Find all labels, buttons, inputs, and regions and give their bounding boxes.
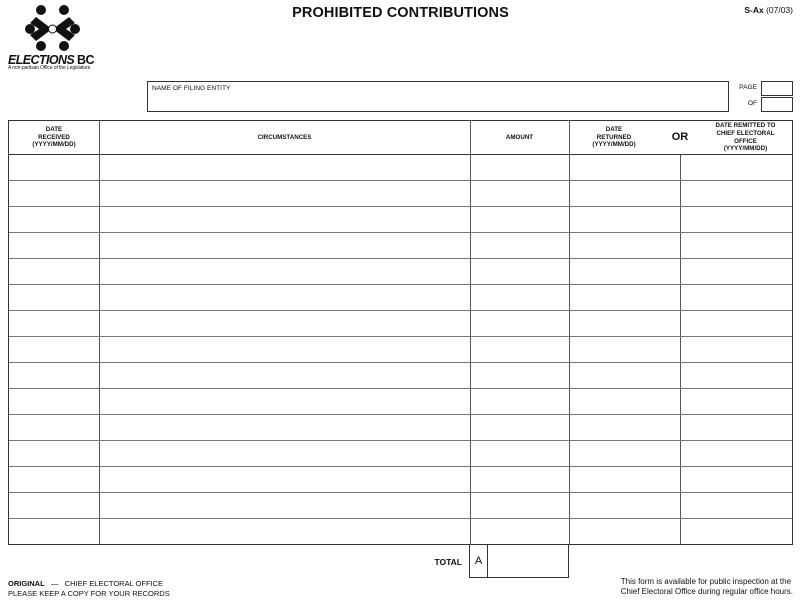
row-divider <box>9 388 792 389</box>
cell-circumstances[interactable] <box>99 336 470 362</box>
cell-circumstances[interactable] <box>99 362 470 388</box>
cell-date-remitted[interactable] <box>680 518 792 544</box>
cell-amount[interactable] <box>470 258 569 284</box>
cell-amount[interactable] <box>470 518 569 544</box>
cell-amount[interactable] <box>470 232 569 258</box>
cell-date-received[interactable] <box>9 440 99 466</box>
table-row <box>9 440 792 466</box>
cell-circumstances[interactable] <box>99 414 470 440</box>
table-row <box>9 492 792 518</box>
cell-circumstances[interactable] <box>99 206 470 232</box>
cell-date-remitted[interactable] <box>680 310 792 336</box>
table-row <box>9 206 792 232</box>
cell-amount[interactable] <box>470 362 569 388</box>
table-row <box>9 388 792 414</box>
cell-date-returned[interactable] <box>569 180 680 206</box>
or-label: OR <box>671 130 689 143</box>
footer-distribution-note <box>8 579 170 599</box>
logo-wordmark: ELECTIONS BC <box>8 53 94 67</box>
cell-amount[interactable] <box>470 440 569 466</box>
logo-tagline: A non-partisan Office of the Legislature <box>8 65 91 71</box>
cell-amount[interactable] <box>470 284 569 310</box>
header-date-returned: DATE RETURNED (YYYY/MM/DD) <box>592 125 636 149</box>
total-amount-value <box>487 544 568 550</box>
cell-circumstances[interactable] <box>99 466 470 492</box>
header-circumstances: CIRCUMSTANCES <box>257 133 312 141</box>
table-row <box>9 414 792 440</box>
cell-amount[interactable] <box>470 180 569 206</box>
cell-date-returned[interactable] <box>569 518 680 544</box>
cell-circumstances[interactable] <box>99 518 470 544</box>
cell-circumstances[interactable] <box>99 154 470 180</box>
row-divider <box>9 414 792 415</box>
cell-date-received[interactable] <box>9 206 99 232</box>
table-row <box>9 518 792 544</box>
row-divider <box>9 310 792 311</box>
header-date-remitted: DATE REMITTED TO CHIEF ELECTORAL OFFICE (YYYY/MM/DD) <box>715 122 776 153</box>
cell-date-returned[interactable] <box>569 414 680 440</box>
row-divider <box>9 258 792 259</box>
table-row <box>9 362 792 388</box>
original-destination: CHIEF ELECTORAL OFFICE <box>64 579 164 588</box>
row-divider <box>9 466 792 467</box>
row-divider <box>9 492 792 493</box>
cell-date-remitted[interactable] <box>680 206 792 232</box>
cell-date-received[interactable] <box>9 518 99 544</box>
of-label: OF <box>747 100 757 107</box>
cell-date-received[interactable] <box>9 388 99 414</box>
row-divider <box>9 336 792 337</box>
cell-circumstances[interactable] <box>99 310 470 336</box>
cell-date-remitted[interactable] <box>680 466 792 492</box>
row-divider <box>9 362 792 363</box>
cell-date-received[interactable] <box>9 180 99 206</box>
table-row <box>9 180 792 206</box>
cell-date-received[interactable] <box>9 492 99 518</box>
cell-date-remitted[interactable] <box>680 284 792 310</box>
row-divider <box>9 440 792 441</box>
cell-date-remitted[interactable] <box>680 232 792 258</box>
cell-circumstances[interactable] <box>99 232 470 258</box>
table-row <box>9 284 792 310</box>
cell-date-received[interactable] <box>9 258 99 284</box>
cell-date-received[interactable] <box>9 336 99 362</box>
cell-circumstances[interactable] <box>99 440 470 466</box>
table-row <box>9 154 792 180</box>
contributions-table <box>8 120 793 545</box>
cell-circumstances[interactable] <box>99 284 470 310</box>
cell-date-returned[interactable] <box>569 310 680 336</box>
filing-entity-name-field[interactable] <box>147 81 729 112</box>
cell-date-returned[interactable] <box>569 492 680 518</box>
cell-date-returned[interactable] <box>569 336 680 362</box>
table-row <box>9 258 792 284</box>
cell-date-returned[interactable] <box>569 440 680 466</box>
cell-amount[interactable] <box>470 492 569 518</box>
copy-note: PLEASE KEEP A COPY FOR YOUR RECORDS <box>8 588 170 598</box>
cell-date-returned[interactable] <box>569 206 680 232</box>
cell-date-returned[interactable] <box>569 466 680 492</box>
page-total-field[interactable] <box>761 97 793 112</box>
row-divider <box>9 206 792 207</box>
cell-date-remitted[interactable] <box>680 440 792 466</box>
cell-amount[interactable] <box>470 388 569 414</box>
cell-date-remitted[interactable] <box>680 154 792 180</box>
cell-date-received[interactable] <box>9 414 99 440</box>
cell-date-received[interactable] <box>9 362 99 388</box>
footer-dash: — <box>50 579 59 588</box>
cell-amount[interactable] <box>470 336 569 362</box>
original-label: ORIGINAL <box>8 579 45 588</box>
cell-amount[interactable] <box>470 206 569 232</box>
cell-date-remitted[interactable] <box>680 362 792 388</box>
table-row <box>9 232 792 258</box>
total-amount-field[interactable] <box>487 544 569 578</box>
cell-date-returned[interactable] <box>569 362 680 388</box>
cell-circumstances[interactable] <box>99 258 470 284</box>
cell-date-remitted[interactable] <box>680 414 792 440</box>
table-row <box>9 336 792 362</box>
cell-date-returned[interactable] <box>569 232 680 258</box>
cell-date-received[interactable] <box>9 466 99 492</box>
cell-amount[interactable] <box>470 154 569 180</box>
cell-date-remitted[interactable] <box>680 258 792 284</box>
total-label: TOTAL <box>434 557 462 567</box>
page-number-value <box>762 88 765 97</box>
cell-date-received[interactable] <box>9 154 99 180</box>
table-row <box>9 466 792 492</box>
cell-date-returned[interactable] <box>569 388 680 414</box>
cell-date-returned[interactable] <box>569 154 680 180</box>
page-label: PAGE <box>739 84 757 91</box>
cell-date-returned[interactable] <box>569 258 680 284</box>
cell-amount[interactable] <box>470 310 569 336</box>
header-date-received: DATE RECEIVED (YYYY/MM/DD) <box>32 125 76 149</box>
page-total-value <box>762 104 765 113</box>
cell-circumstances[interactable] <box>99 492 470 518</box>
cell-date-received[interactable] <box>9 284 99 310</box>
cell-date-remitted[interactable] <box>680 336 792 362</box>
cell-date-remitted[interactable] <box>680 180 792 206</box>
filing-entity-label: NAME OF FILING ENTITY <box>152 85 231 92</box>
cell-circumstances[interactable] <box>99 388 470 414</box>
cell-circumstances[interactable] <box>99 180 470 206</box>
row-divider <box>9 284 792 285</box>
table-row <box>9 310 792 336</box>
form-code: S-Ax (07/03) <box>744 5 793 15</box>
page-number-field[interactable] <box>761 81 793 96</box>
row-divider <box>9 180 792 181</box>
row-divider <box>9 232 792 233</box>
form-title: PROHIBITED CONTRIBUTIONS <box>292 5 509 21</box>
cell-date-remitted[interactable] <box>680 492 792 518</box>
cell-date-received[interactable] <box>9 232 99 258</box>
cell-date-returned[interactable] <box>569 284 680 310</box>
cell-amount[interactable] <box>470 414 569 440</box>
cell-date-received[interactable] <box>9 310 99 336</box>
cell-date-remitted[interactable] <box>680 388 792 414</box>
footer-inspection-note: This form is available for public inspection at the Chief Electoral Office during regular office hours. <box>620 577 793 597</box>
header-amount: AMOUNT <box>505 133 534 141</box>
cell-amount[interactable] <box>470 466 569 492</box>
row-divider <box>9 518 792 519</box>
total-marker: A <box>474 555 483 567</box>
